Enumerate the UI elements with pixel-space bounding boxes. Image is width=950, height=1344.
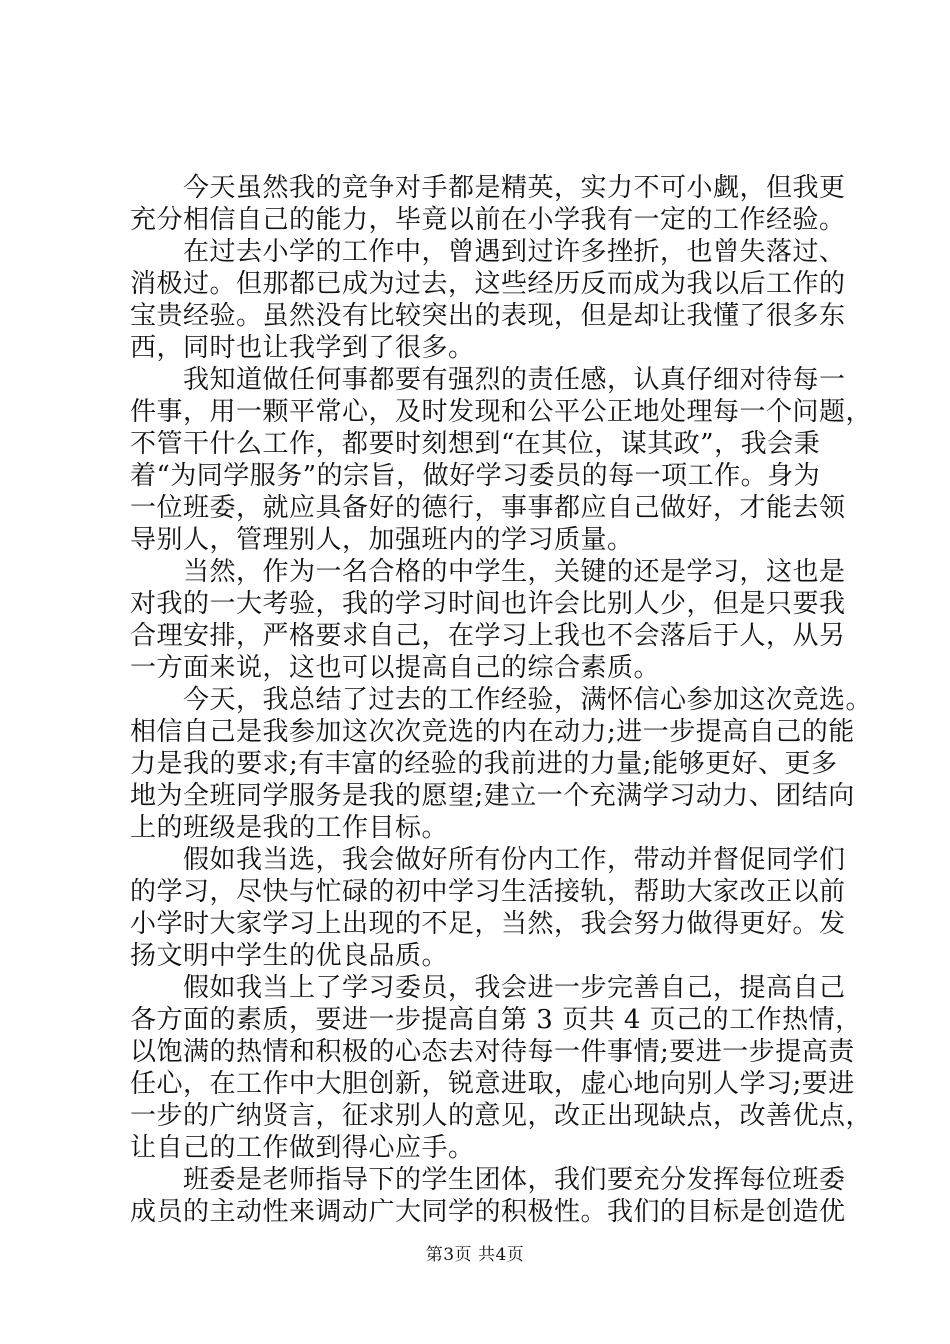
text-line: 任心，在工作中大胆创新，锐意进取，虚心地向别人学习;要进 <box>130 1069 855 1099</box>
text-line: 在过去小学的工作中，曾遇到过许多挫折，也曾失落过、 <box>130 237 846 267</box>
text-line: 充分相信自己的能力，毕竟以前在小学我有一定的工作经验。 <box>130 205 846 235</box>
text-line: 的学习，尽快与忙碌的初中学习生活接轨，帮助大家改正以前 <box>130 877 846 907</box>
text-line: 一方面来说，这也可以提高自己的综合素质。 <box>130 653 661 683</box>
text-line: 成员的主动性来调动广大同学的积极性。我们的目标是创造优 <box>130 1197 846 1227</box>
text-line: 假如我当选，我会做好所有份内工作，带动并督促同学们 <box>130 845 846 875</box>
text-line: 宝贵经验。虽然没有比较突出的表现，但是却让我懂了很多东 <box>130 301 846 331</box>
document-body <box>130 172 873 1228</box>
text-line: 假如我当上了学习委员，我会进一步完善自己，提高自己 <box>130 973 846 1003</box>
text-line: 一步的广纳贤言，征求别人的意见，改正出现缺点，改善优点， <box>130 1101 873 1131</box>
page-footer <box>0 1244 950 1266</box>
text-line: 导别人，管理别人，加强班内的学习质量。 <box>130 525 634 555</box>
text-line: 地为全班同学服务是我的愿望;建立一个充满学习动力、团结向 <box>130 781 855 811</box>
text-line: 西，同时也让我学到了很多。 <box>130 333 475 363</box>
page-number-label: 第3页 共4页 <box>425 1245 525 1265</box>
text-line: 班委是老师指导下的学生团体，我们要充分发挥每位班委 <box>130 1165 846 1195</box>
text-line: 小学时大家学习上出现的不足，当然，我会努力做得更好。发 <box>130 909 846 939</box>
text-line: 对我的一大考验，我的学习时间也许会比别人少，但是只要我 <box>130 589 846 619</box>
text-line: 让自己的工作做到得心应手。 <box>130 1133 475 1163</box>
text-line: 相信自己是我参加这次次竞选的内在动力;进一步提高自己的能 <box>130 717 855 747</box>
text-line: 上的班级是我的工作目标。 <box>130 813 449 843</box>
text-line: 件事，用一颗平常心，及时发现和公平公正地处理每一个问题， <box>130 397 873 427</box>
text-line: 今天，我总结了过去的工作经验，满怀信心参加这次竞选。 <box>130 685 873 715</box>
text-line: 各方面的素质，要进一步提高自第 3 页共 4 页己的工作热情， <box>130 1005 862 1035</box>
text-line: 今天虽然我的竞争对手都是精英，实力不可小觑，但我更 <box>130 173 846 203</box>
text-line: 合理安排，严格要求自己，在学习上我也不会落后于人，从另 <box>130 621 846 651</box>
text-line: 着“为同学服务”的宗旨，做好学习委员的每一项工作。身为 <box>130 461 821 491</box>
text-line: 不管干什么工作，都要时刻想到“在其位，谋其政”，我会秉 <box>130 429 821 459</box>
text-line: 扬文明中学生的优良品质。 <box>130 941 449 971</box>
text-line: 我知道做任何事都要有强烈的责任感，认真仔细对待每一 <box>130 365 846 395</box>
text-line: 以饱满的热情和积极的心态去对待每一件事情;要进一步提高责 <box>130 1037 855 1067</box>
text-line: 当然，作为一名合格的中学生，关键的还是学习，这也是 <box>130 557 846 587</box>
text-line: 一位班委，就应具备好的德行，事事都应自己做好，才能去领 <box>130 493 846 523</box>
text-line: 消极过。但那都已成为过去，这些经历反而成为我以后工作的 <box>130 269 846 299</box>
text-line: 力是我的要求;有丰富的经验的我前进的力量;能够更好、更多 <box>130 749 838 779</box>
